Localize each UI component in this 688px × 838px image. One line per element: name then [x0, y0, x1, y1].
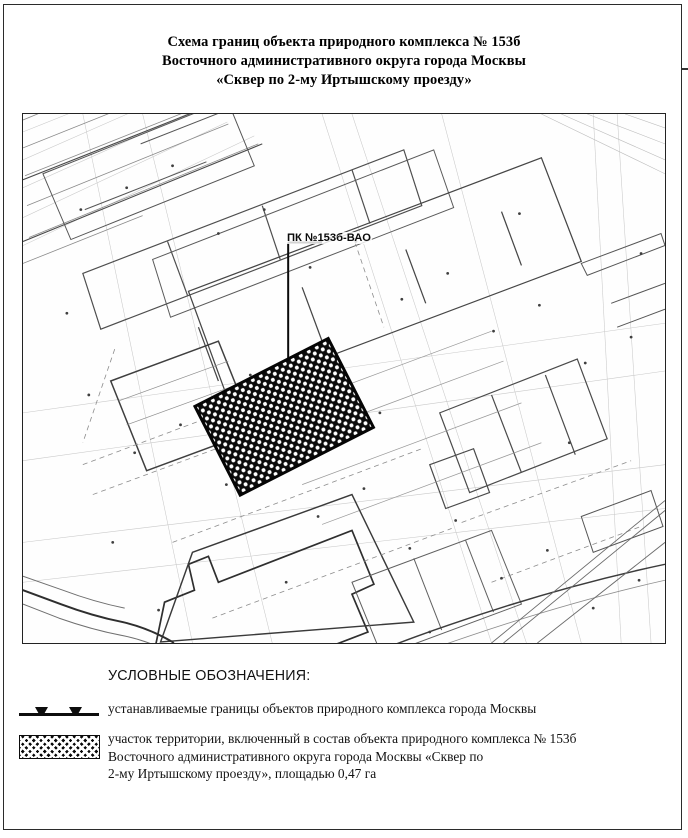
cadastral-map — [23, 114, 665, 643]
boundary-line-symbol-icon — [19, 704, 99, 718]
page-title — [0, 33, 688, 90]
legend-entry-boundary-line-1: устанавливаемые границы объектов природного комплекса города Москвы — [108, 701, 537, 716]
title-line-3: «Сквер по 2-му Иртышскому проезду» — [216, 72, 472, 88]
parcel-callout-label: ПК №153б-ВАО — [287, 232, 371, 244]
title-line-2: Восточного административного округа города Москвы — [162, 53, 526, 69]
title-line-1: Схема границ объекта природного комплекса № 153б — [167, 34, 521, 50]
legend-heading: УСЛОВНЫЕ ОБОЗНАЧЕНИЯ: — [108, 668, 311, 684]
hatched-area-symbol-icon — [19, 735, 100, 759]
legend-entry-parcel-line-2: Восточного административного округа города Москвы «Сквер по — [108, 748, 484, 764]
legend-entry-parcel-line-1: участок территории, включенный в состав объекта природного комплекса № 153б — [108, 731, 577, 746]
map-frame — [22, 113, 666, 644]
legend-entry-parcel-text — [108, 730, 576, 783]
legend-entry-parcel-line-3: 2-му Иртышскому проезду», площадью 0,47 га — [108, 766, 377, 782]
